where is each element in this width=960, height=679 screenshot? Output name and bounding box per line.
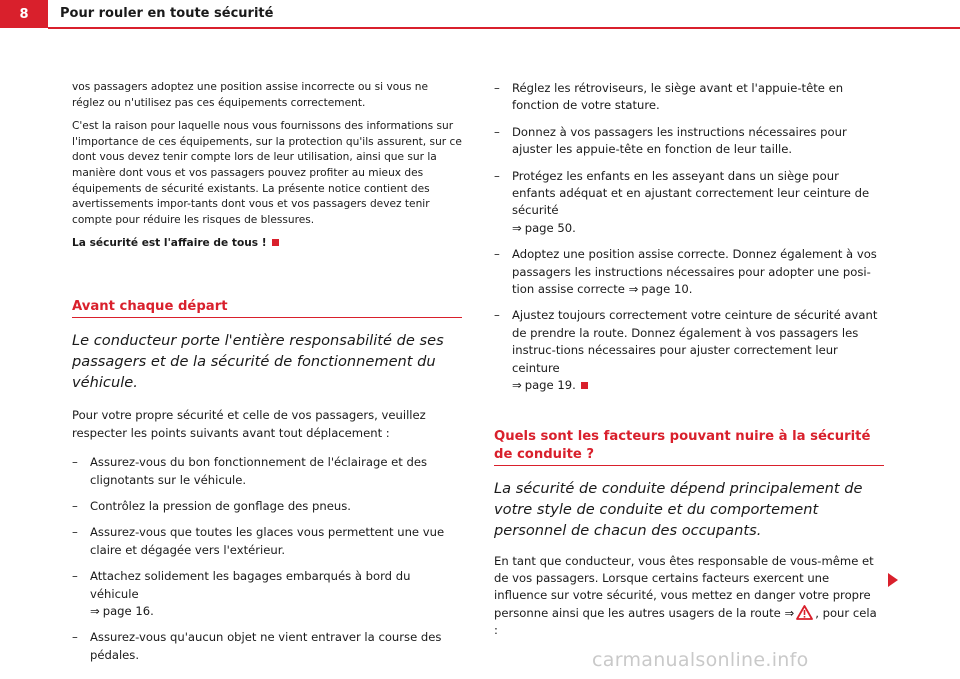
list-item-text: Assurez-vous que toutes les glaces vous permettent une vue claire et dégagée vers l'extérieur.: [90, 525, 445, 557]
list-item: [72, 524, 462, 559]
dash-bullet: –: [494, 124, 500, 139]
dash-bullet: –: [72, 630, 78, 645]
right-column: [494, 80, 884, 640]
dash-bullet: –: [72, 455, 78, 470]
page-header: [0, 0, 960, 30]
page-number: 8: [0, 0, 48, 28]
list-item: [494, 307, 884, 394]
list-item: [494, 124, 884, 159]
dash-bullet: –: [72, 525, 78, 540]
section-body-text: En tant que conducteur, vous êtes responsable de vous-même et de vos passagers. Lorsque certains facteurs exercent une influence sur votre sécurité, vous mettez en danger votre propre personne ainsi que les autres usagers de la route: [494, 553, 874, 620]
list-item: [72, 498, 462, 515]
list-item: [494, 246, 884, 298]
dash-bullet: –: [494, 308, 500, 323]
section-body: [494, 553, 884, 640]
list-item: [72, 568, 462, 620]
page-ref-arrow-icon: ⇒: [90, 604, 100, 618]
page-title: Pour rouler en toute sécurité: [60, 6, 274, 21]
dash-bullet: –: [494, 81, 500, 95]
page-ref-link[interactable]: page 10.: [641, 282, 693, 297]
dash-bullet: –: [72, 569, 78, 584]
end-marker-icon: [272, 239, 279, 246]
ref-arrow-icon: ⇒: [784, 605, 795, 620]
list-item-text: Ajustez toujours correctement votre ceinture de sécurité avant de prendre la route. Donnez également à vos passagers les instruc-tions nécessaires pour ajuster correctement leur ceinture: [512, 308, 878, 375]
dash-bullet: –: [494, 247, 500, 262]
page-ref-link[interactable]: page 16.: [102, 604, 154, 618]
page-ref-link[interactable]: page 50.: [524, 220, 576, 235]
safety-statement-text: La sécurité est l'affaire de tous !: [72, 237, 267, 250]
page-ref-arrow-icon: ⇒: [628, 282, 639, 297]
checklist-right: [494, 80, 884, 395]
watermark: carmanualsonline.info: [592, 649, 809, 671]
dash-bullet: –: [494, 168, 500, 183]
section-body-tail: , pour cela :: [494, 605, 877, 638]
list-item-text: Contrôlez la pression de gonflage des pneus.: [90, 498, 351, 513]
section-body: Pour votre propre sécurité et celle de vos passagers, veuillez respecter les points suivants avant tout déplacement :: [72, 408, 426, 440]
list-item-text: Assurez-vous du bon fonctionnement de l'éclairage et des clignotants sur le véhicule.: [90, 455, 428, 487]
dash-bullet: –: [72, 498, 78, 513]
intro-paragraph-2: C'est la raison pour laquelle nous vous fournissons des informations sur l'importance de ces équipements, sur la protection qu'ils assurent, sur ce dont vous devez tenir compte lors de leur utilisation, ainsi que sur la manière dont vous et vos passagers pouvez profiter au mieux des équipements de sécurité existants. La présente notice contient des avertissements impor-tants dont vous et vos passagers devez tenir compte pour réduire les risques de blessures.: [72, 120, 462, 226]
page-ref-link[interactable]: page 19.: [524, 378, 576, 393]
page-ref-arrow-icon: ⇒: [512, 220, 522, 235]
left-column: [72, 80, 462, 673]
list-item-text: Assurez-vous qu'aucun objet ne vient entraver la course des pédales.: [90, 630, 442, 662]
section-lead: Le conducteur porte l'entière responsabilité de ses passagers et de la sécurité de fonctionnement du véhicule.: [72, 332, 444, 392]
list-item: [72, 454, 462, 489]
list-item-text: Donnez à vos passagers les instructions nécessaires pour ajuster les appuie-tête en fonction de leur taille.: [512, 124, 847, 157]
section-title-facteurs: Quels sont les facteurs pouvant nuire à la sécurité de conduite ?: [494, 428, 884, 466]
list-item-text: Adoptez une position assise correcte. Donnez également à vos passagers les instructions nécessaires pour adopter une posi-tion assise correcte: [512, 247, 877, 297]
list-item: [72, 629, 462, 664]
list-item-text: Attachez solidement les bagages embarqués à bord du véhicule: [90, 569, 411, 601]
list-item-text: Réglez les rétroviseurs, le siège avant et l'appuie-tête en fonction de votre stature.: [512, 81, 844, 113]
section-title-avant-chaque-depart: Avant chaque départ: [72, 298, 462, 318]
section-lead: La sécurité de conduite dépend principalement de votre style de conduite et du comportement personnel de chacun des occupants.: [494, 479, 863, 539]
safety-statement: [72, 236, 462, 251]
warning-triangle-icon[interactable]: [796, 605, 813, 620]
page-ref-arrow-icon: ⇒: [512, 378, 522, 393]
header-rule: [48, 27, 960, 29]
list-item: [494, 80, 884, 115]
next-page-arrow-icon[interactable]: [888, 573, 898, 587]
checklist-left: [72, 454, 462, 664]
list-item-text: Protégez les enfants en les asseyant dans un siège pour enfants adéquat et en ajustant correctement leur ceinture de sécurité: [512, 168, 870, 218]
list-item: [494, 168, 884, 238]
end-marker-icon: [581, 382, 588, 389]
intro-paragraph-1: vos passagers adoptez une position assise incorrecte ou si vous ne réglez ou n'utilisez pas ces équipements correctement.: [72, 81, 429, 109]
